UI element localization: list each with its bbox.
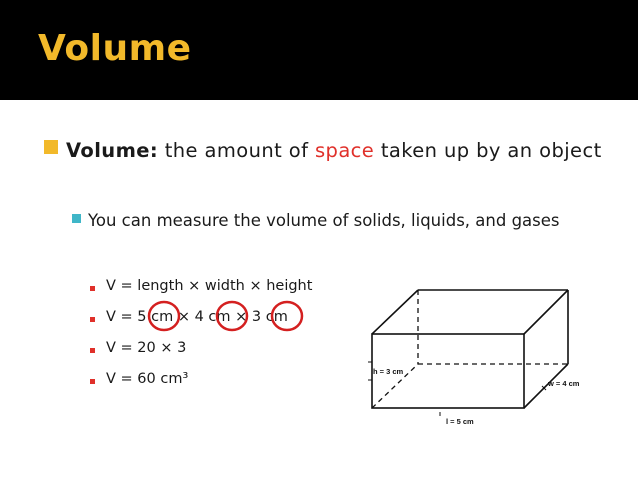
formula-text: V = 60 cm³ xyxy=(106,371,189,387)
unit-circle-2 xyxy=(217,302,247,330)
unit-circle-1 xyxy=(149,302,179,330)
slide-title: Volume xyxy=(38,28,192,69)
width-label: w = 4 cm xyxy=(548,379,580,388)
unit-circle-3 xyxy=(272,302,302,330)
definition-highlight: space xyxy=(315,139,375,162)
formula-text: V = 5 cm × 4 cm × 3 cm xyxy=(106,309,288,325)
subpoint-text: You can measure the volume of solids, liquids, and gases xyxy=(88,211,560,230)
formula-text: V = 20 × 3 xyxy=(106,340,187,356)
term-label: Volume: xyxy=(66,139,159,162)
definition-after: taken up by an object xyxy=(380,139,602,162)
rectangular-prism-diagram xyxy=(366,278,606,434)
formula-text: V = length × width × height xyxy=(106,278,313,294)
length-label: l = 5 cm xyxy=(446,417,474,426)
height-label: h = 3 cm xyxy=(373,367,404,376)
definition-before: the amount of xyxy=(164,139,309,162)
